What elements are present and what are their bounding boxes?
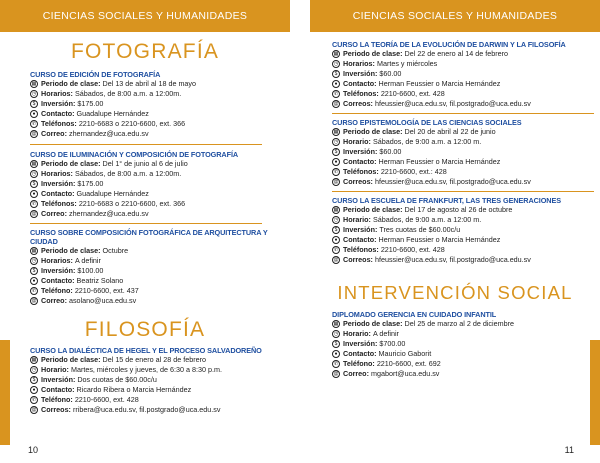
dollar-icon: $: [30, 100, 38, 108]
telefono-row: ✆ Teléfonos: 2210-6600, ext. 428: [333, 89, 445, 98]
course-block: [30, 228, 270, 306]
clock-icon: ◷: [31, 171, 37, 177]
at-icon: @: [333, 101, 339, 107]
course-block: [332, 40, 594, 109]
periodo-row: ▦ Periodo de clase: Del 25 de marzo al 2 de diciembre: [333, 319, 514, 328]
correo-row: @ Correo: mgabort@uca.edu.sv: [333, 369, 440, 378]
periodo-row: ▦ Periodo de clase: Del 13 de abril al 18 de mayo: [31, 79, 197, 88]
periodo-row: ▦ Periodo de clase: Del 15 de enero al 28 de febrero: [31, 355, 207, 364]
periodo-row: ▦ Periodo de clase: Del 22 de enero al 14 de febrero: [333, 49, 509, 58]
dollar-icon: $: [30, 376, 38, 384]
correo-row: @ Correo: asolano@uca.edu.sv: [31, 296, 137, 305]
person-icon: ●: [332, 350, 340, 358]
at-icon: @: [31, 407, 37, 413]
inversion-row: $ Inversión: $60.00: [332, 147, 594, 157]
left-page: [0, 0, 290, 463]
course-title: DIPLOMADO GERENCIA EN CUIDADO INFANTIL: [332, 310, 497, 319]
at-icon: @: [31, 131, 37, 137]
correo-row: @ Correos: hfeussier@uca.edu.sv, fil.postgrado@uca.edu.sv: [333, 99, 531, 108]
section-title-fotografia: FOTOGRAFÍA: [70, 40, 220, 63]
correo-row: @ Correos: hfeussier@uca.edu.sv, fil.postgrado@uca.edu.sv: [333, 177, 531, 186]
clock-icon: ◷: [333, 217, 339, 223]
phone-icon: ✆: [333, 169, 339, 175]
inversion-row: $ Inversión: $60.00: [332, 69, 594, 79]
divider: [30, 144, 262, 145]
gutter: [290, 0, 310, 463]
course-block: [332, 196, 594, 265]
clock-icon: ◷: [333, 139, 339, 145]
telefono-row: ✆ Teléfono: 2210-6600, ext. 692: [333, 359, 441, 368]
course-block: [332, 310, 594, 379]
calendar-icon: ▦: [31, 248, 37, 254]
dollar-icon: $: [332, 340, 340, 348]
telefono-row: ✆ Teléfonos: 2210-6683 o 2210-6600, ext. 366: [31, 199, 186, 208]
contacto-row: ● Contacto: Beatriz Solano: [30, 276, 270, 286]
at-icon: @: [31, 211, 37, 217]
inversion-row: $ Inversión: $100.00: [30, 266, 270, 276]
periodo-row: ▦ Periodo de clase: Del 17 de agosto al 26 de octubre: [333, 205, 513, 214]
course-title: CURSO LA ESCUELA DE FRANKFURT, LAS TRES GENERACIONES: [332, 196, 561, 205]
divider: [332, 113, 594, 114]
person-icon: ●: [30, 277, 38, 285]
contacto-row: ● Contacto: Ricardo Ribera o Marcia Hernández: [30, 385, 270, 395]
person-icon: ●: [30, 190, 38, 198]
horario-row: ◷ Horarios: Sábados, de 8:00 a.m. a 12:00m.: [31, 89, 182, 98]
at-icon: @: [31, 298, 37, 304]
course-block: [30, 150, 270, 219]
left-edge-tab: [0, 340, 10, 445]
contacto-row: ● Contacto: Herman Feussier o Marcia Hernández: [332, 157, 594, 167]
inversion-row: $ Inversión: Dos cuotas de $60.00c/u: [30, 375, 270, 385]
at-icon: @: [333, 371, 339, 377]
horario-row: ◷ Horarios: A definir: [31, 256, 101, 265]
person-icon: ●: [332, 158, 340, 166]
calendar-icon: ▦: [333, 129, 339, 135]
calendar-icon: ▦: [31, 161, 37, 167]
section-title-intervencion-social: INTERVENCIÓN SOCIAL: [337, 282, 573, 303]
phone-icon: ✆: [333, 247, 339, 253]
course-title: CURSO LA TEORÍA DE LA EVOLUCIÓN DE DARWIN Y LA FILOSOFÍA: [332, 40, 566, 49]
contacto-row: ● Contacto: Herman Feussier o Marcia Hernández: [332, 235, 594, 245]
course-block: [332, 118, 594, 187]
calendar-icon: ▦: [333, 207, 339, 213]
phone-icon: ✆: [333, 91, 339, 97]
periodo-row: ▦ Periodo de clase: Octubre: [31, 246, 129, 255]
section-title-filosofia: FILOSOFÍA: [84, 318, 206, 341]
right-edge-tab: [590, 340, 600, 445]
page-number: 10: [28, 445, 39, 455]
telefono-row: ✆ Teléfono: 2210-6600, ext. 428: [31, 395, 139, 404]
phone-icon: ✆: [31, 201, 37, 207]
inversion-row: $ Inversión: $175.00: [30, 99, 270, 109]
correo-row: @ Correos: hfeussier@uca.edu.sv, fil.postgrado@uca.edu.sv: [333, 255, 531, 264]
dollar-icon: $: [30, 267, 38, 275]
at-icon: @: [333, 179, 339, 185]
dollar-icon: $: [332, 70, 340, 78]
telefono-row: ✆ Teléfonos: 2210-6683 o 2210-6600, ext. 366: [31, 119, 186, 128]
page-number: 11: [564, 445, 574, 455]
course-title: CURSO EPISTEMOLOGÍA DE LAS CIENCIAS SOCIALES: [332, 118, 522, 127]
correo-row: @ Correo: zhernandez@uca.edu.sv: [31, 209, 149, 218]
horario-row: ◷ Horarios: Sábados, de 8:00 a.m. a 12:00m.: [31, 169, 182, 178]
clock-icon: ◷: [31, 258, 37, 264]
periodo-row: ▦ Periodo de clase: Del 20 de abril al 22 de junio: [333, 127, 496, 136]
horario-row: ◷ Horarios: Martes y miércoles: [333, 59, 438, 68]
inversion-row: $ Inversión: $175.00: [30, 179, 270, 189]
clock-icon: ◷: [333, 331, 339, 337]
dollar-icon: $: [30, 180, 38, 188]
person-icon: ●: [30, 110, 38, 118]
contacto-row: ● Contacto: Herman Feussier o Marcia Hernández: [332, 79, 594, 89]
horario-row: ◷ Horario: Martes, miércoles y jueves, de 6:30 a 8:30 p.m.: [31, 365, 222, 374]
right-page: [310, 0, 600, 463]
right-header-band: CIENCIAS SOCIALES Y HUMANIDADES: [310, 0, 600, 32]
at-icon: @: [333, 257, 339, 263]
calendar-icon: ▦: [333, 321, 339, 327]
telefono-row: ✆ Teléfono: 2210-6600, ext. 437: [31, 286, 139, 295]
contacto-row: ● Contacto: Mauricio Gaborit: [332, 349, 594, 359]
person-icon: ●: [332, 236, 340, 244]
contacto-row: ● Contacto: Guadalupe Hernández: [30, 189, 270, 199]
calendar-icon: ▦: [31, 81, 37, 87]
course-title: CURSO LA DIALÉCTICA DE HEGEL Y EL PROCESO SALVADOREÑO: [30, 346, 262, 355]
correo-row: @ Correos: rribera@uca.edu.sv, fil.postgrado@uca.edu.sv: [31, 405, 221, 414]
inversion-row: $ Inversión: Tres cuotas de $60.00c/u: [332, 225, 594, 235]
horario-row: ◷ Horario: Sábados, de 9:00 a.m. a 12:00 m.: [333, 137, 482, 146]
person-icon: ●: [30, 386, 38, 394]
telefono-row: ✆ Teléfonos: 2210-6600, ext.: 428: [333, 167, 447, 176]
course-title: CURSO DE ILUMINACIÓN Y COMPOSICIÓN DE FOTOGRAFÍA: [30, 150, 239, 159]
course-block: [30, 346, 270, 415]
left-header-band: CIENCIAS SOCIALES Y HUMANIDADES: [0, 0, 290, 32]
calendar-icon: ▦: [31, 357, 37, 363]
horario-row: ◷ Horario: Sábados, de 9:00 a.m. a 12:00 m.: [333, 215, 482, 224]
phone-icon: ✆: [31, 121, 37, 127]
course-title: CURSO DE EDICIÓN DE FOTOGRAFÍA: [30, 70, 161, 79]
periodo-row: ▦ Periodo de clase: Del 1° de junio al 6 de julio: [31, 159, 188, 168]
calendar-icon: ▦: [333, 51, 339, 57]
dollar-icon: $: [332, 148, 340, 156]
course-title: CURSO SOBRE COMPOSICIÓN FOTOGRÁFICA DE ARQUITECTURA Y CIUDAD: [30, 228, 268, 246]
clock-icon: ◷: [31, 367, 37, 373]
clock-icon: ◷: [31, 91, 37, 97]
clock-icon: ◷: [333, 61, 339, 67]
contacto-row: ● Contacto: Guadalupe Hernández: [30, 109, 270, 119]
horario-row: ◷ Horario: A definir: [333, 329, 399, 338]
person-icon: ●: [332, 80, 340, 88]
correo-row: @ Correo: zhernandez@uca.edu.sv: [31, 129, 149, 138]
divider: [332, 191, 594, 192]
phone-icon: ✆: [31, 288, 37, 294]
phone-icon: ✆: [31, 397, 37, 403]
divider: [30, 223, 262, 224]
telefono-row: ✆ Teléfonos: 2210-6600, ext. 428: [333, 245, 445, 254]
inversion-row: $ Inversión: $700.00: [332, 339, 594, 349]
course-block: [30, 70, 270, 139]
phone-icon: ✆: [333, 361, 339, 367]
dollar-icon: $: [332, 226, 340, 234]
